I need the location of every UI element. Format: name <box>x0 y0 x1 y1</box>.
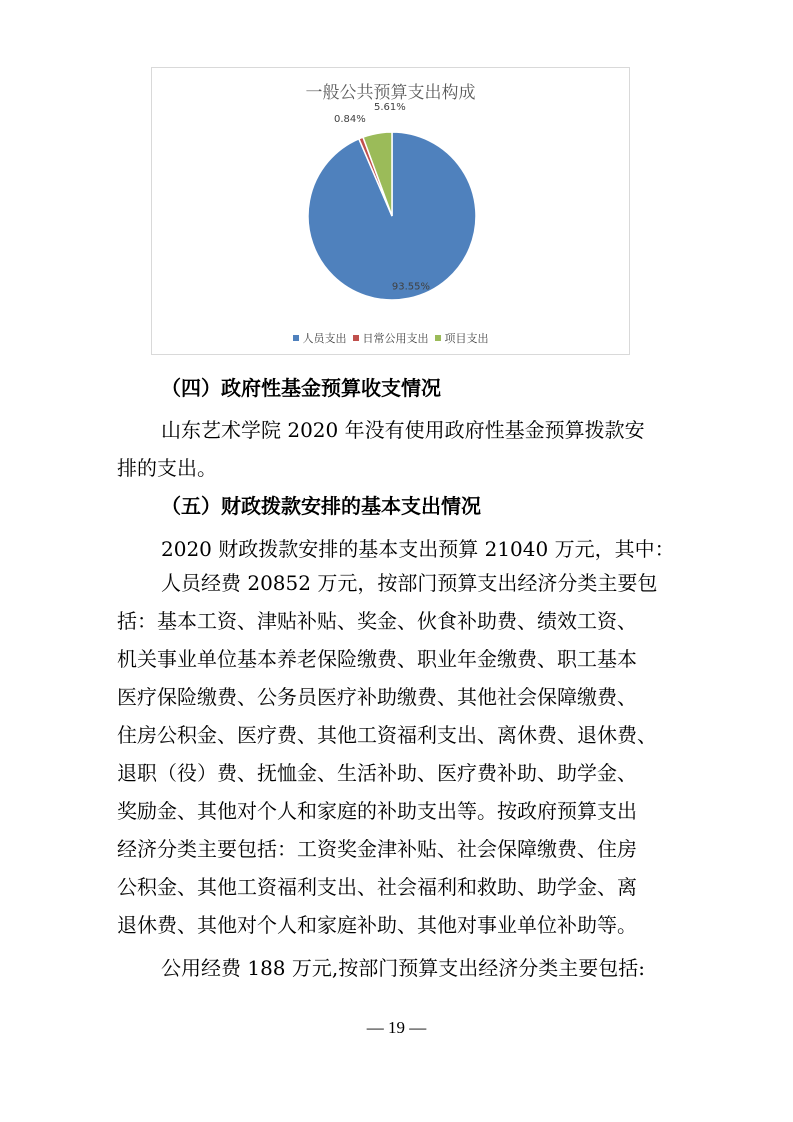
paragraph-line: 排的支出。 <box>117 456 217 480</box>
legend-swatch <box>353 335 359 341</box>
paragraph-line: 退职（役）费、抚恤金、生活补助、医疗费补助、助学金、 <box>117 761 637 785</box>
legend-label: 人员支出 <box>302 332 347 345</box>
pie-chart-plot <box>152 68 631 356</box>
page-number: — 19 — <box>366 1018 427 1037</box>
section-heading-5: （五）财政拨款安排的基本支出情况 <box>161 494 481 518</box>
pie-chart <box>151 67 630 355</box>
legend-item-0 <box>293 330 347 346</box>
chart-legend <box>152 330 629 346</box>
section-heading-4: （四）政府性基金预算收支情况 <box>161 376 441 400</box>
legend-item-2 <box>435 330 489 346</box>
paragraph-line: 山东艺术学院 2020 年没有使用政府性基金预算拨款安 <box>161 418 645 442</box>
pie-data-label-0: 93.55% <box>391 281 431 293</box>
paragraph-line: 公用经费 188 万元,按部门预算支出经济分类主要包括: <box>161 956 645 980</box>
paragraph-line: 退休费、其他对个人和家庭补助、其他对事业单位补助等。 <box>117 913 637 937</box>
paragraph-line: 2020 财政拨款安排的基本支出预算 21040 万元，其中： <box>161 537 675 561</box>
legend-label: 日常公用支出 <box>362 332 429 345</box>
paragraph-line: 住房公积金、医疗费、其他工资福利支出、离休费、退休费、 <box>117 723 657 747</box>
paragraph-line: 机关事业单位基本养老保险缴费、职业年金缴费、职工基本 <box>117 647 637 671</box>
paragraph-line: 公积金、其他工资福利支出、社会福利和救助、助学金、离 <box>117 875 637 899</box>
legend-swatch <box>293 335 299 341</box>
pie-data-label-2: 5.61% <box>374 102 406 113</box>
chart-title: 一般公共预算支出构成 <box>305 83 476 103</box>
paragraph-line: 括：基本工资、津贴补贴、奖金、伙食补助费、绩效工资、 <box>117 609 637 633</box>
pie-data-label-1: 0.84% <box>334 114 366 125</box>
paragraph-line: 奖励金、其他对个人和家庭的补助支出等。按政府预算支出 <box>117 799 637 823</box>
legend-item-1 <box>353 330 429 346</box>
paragraph-line: 医疗保险缴费、公务员医疗补助缴费、其他社会保障缴费、 <box>117 685 637 709</box>
paragraph-line: 经济分类主要包括：工资奖金津补贴、社会保障缴费、住房 <box>117 837 637 861</box>
legend-swatch <box>435 335 441 341</box>
paragraph-line: 人员经费 20852 万元，按部门预算支出经济分类主要包 <box>161 571 658 595</box>
legend-label: 项目支出 <box>444 332 489 345</box>
